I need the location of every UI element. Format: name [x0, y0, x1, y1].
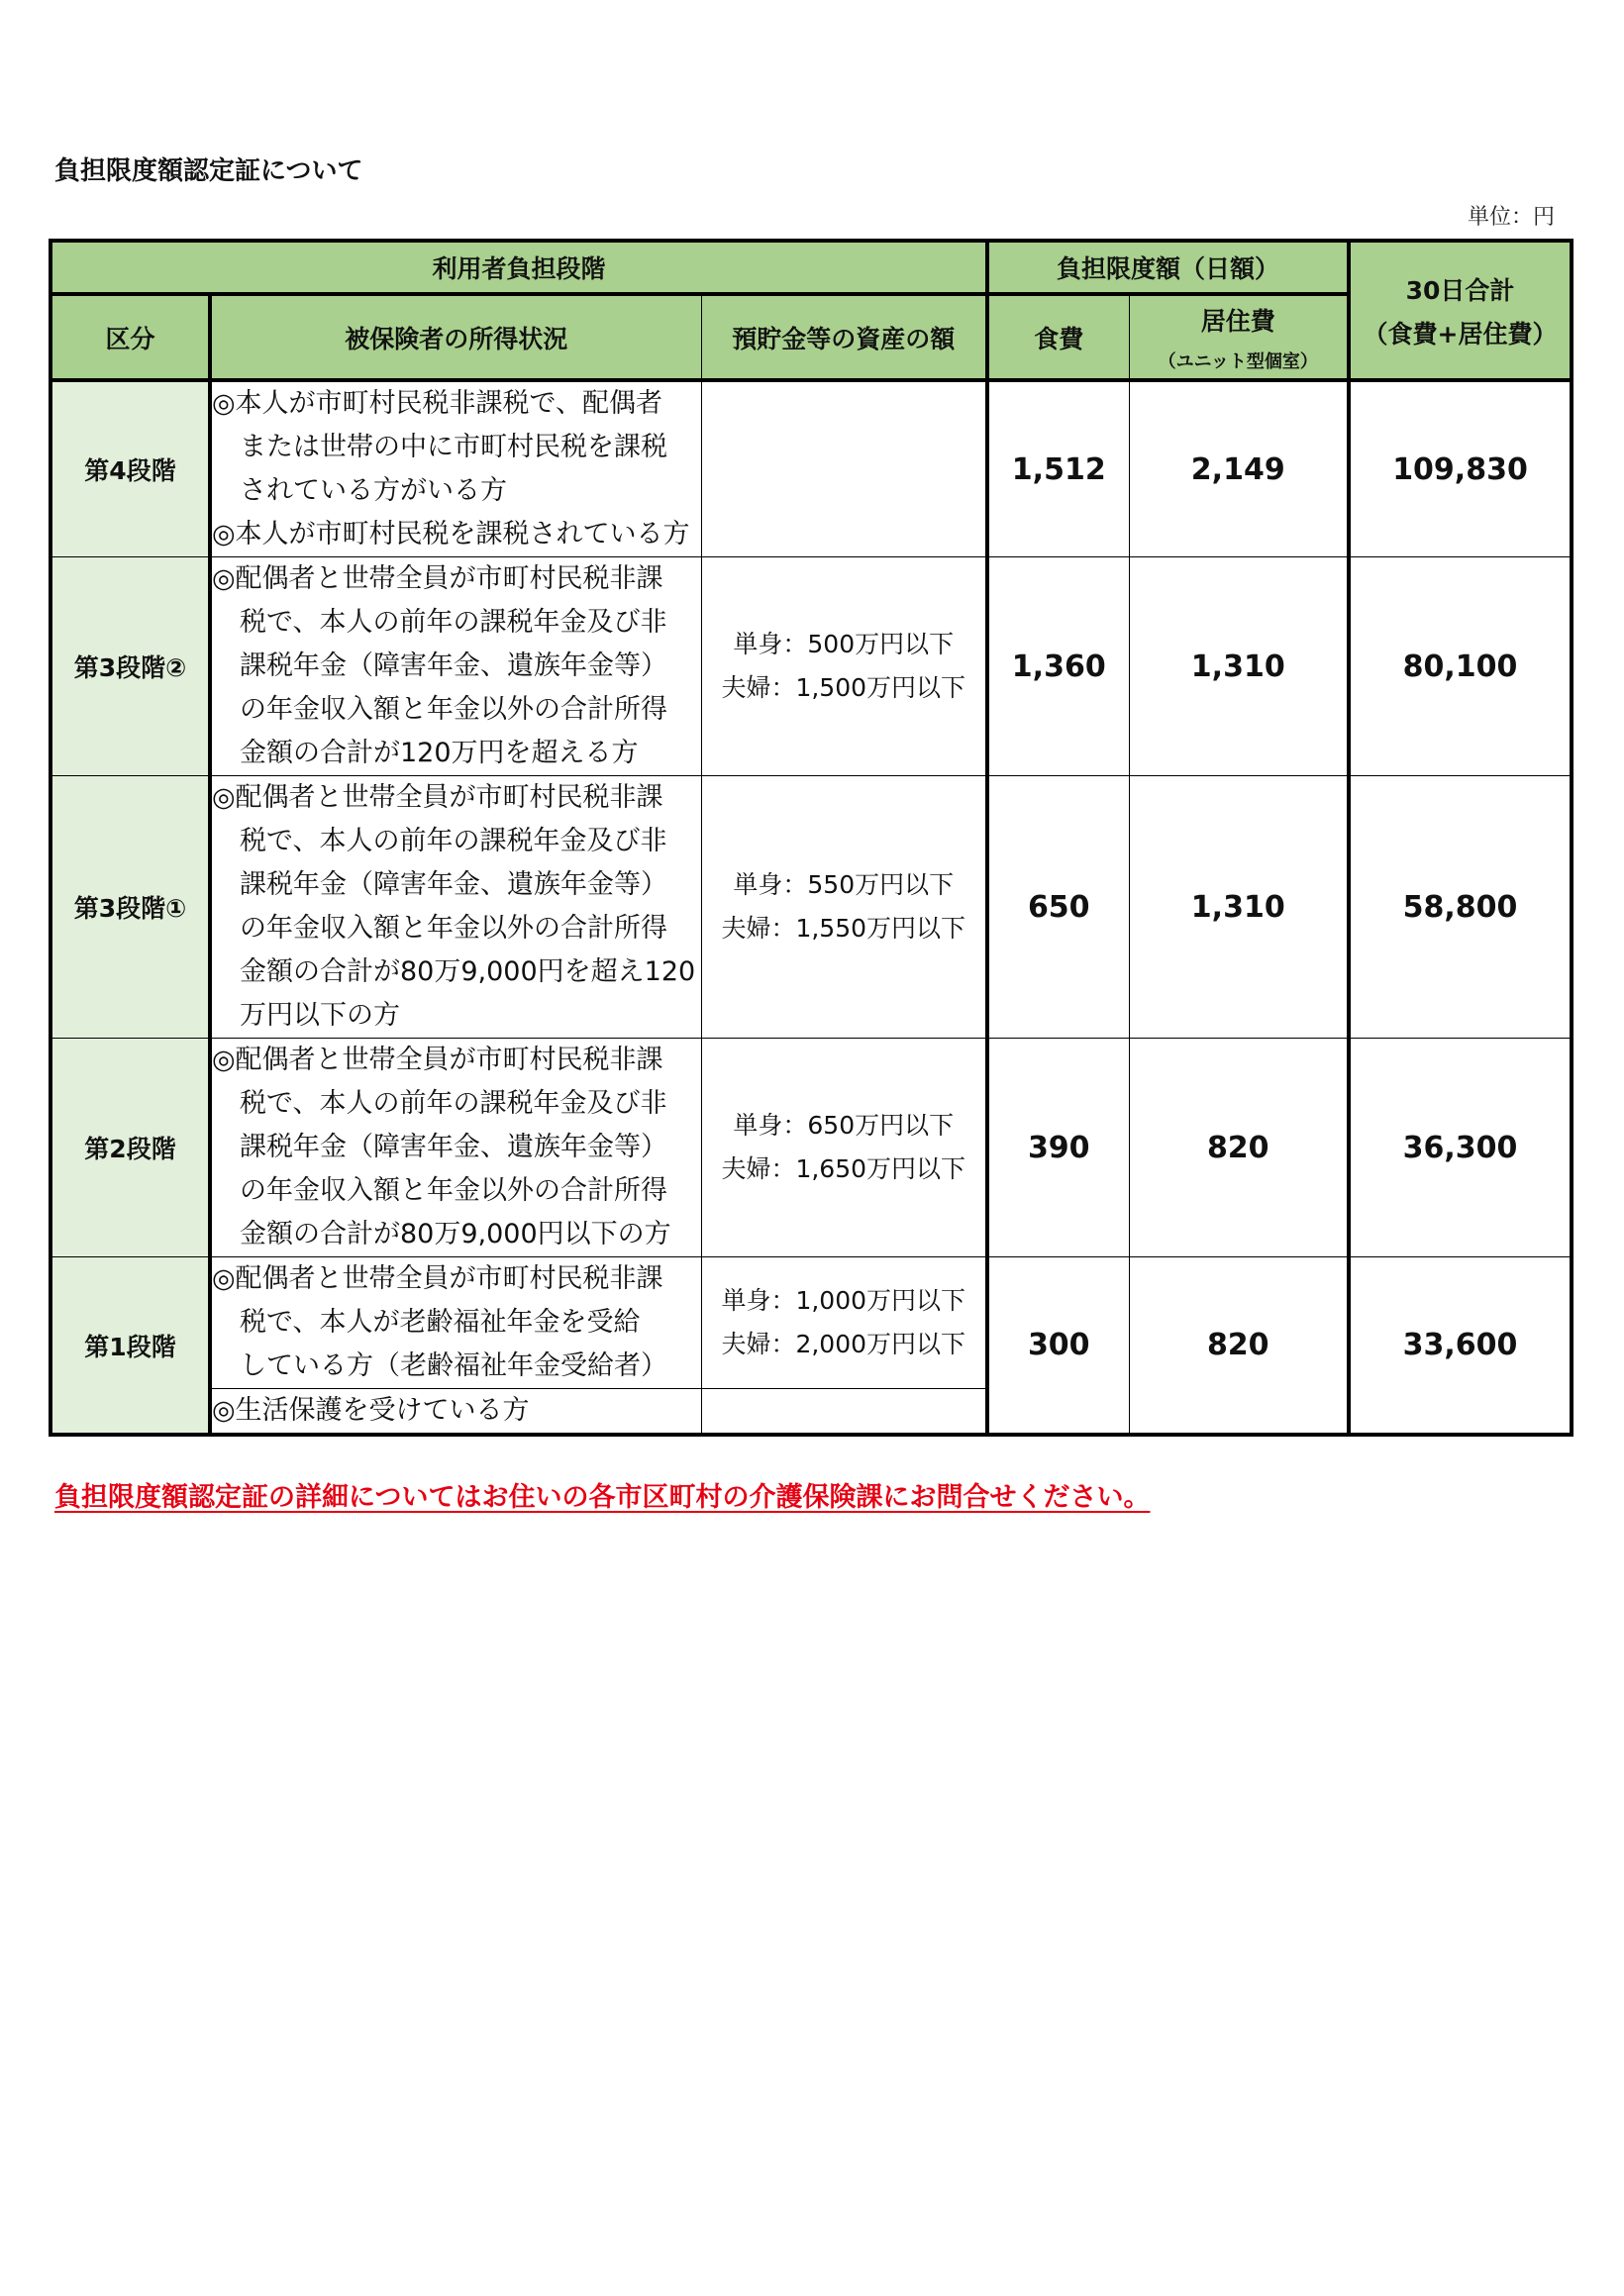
- assets-single: 単身：1,000万円以下: [721, 1286, 966, 1315]
- header-30day-total: [1349, 241, 1572, 380]
- food-cell: 1,512: [987, 380, 1129, 557]
- table-row: [51, 557, 1572, 776]
- food-cell: 300: [987, 1257, 1129, 1436]
- income-status-cell: [210, 776, 701, 1039]
- total-cell: 36,300: [1349, 1039, 1572, 1257]
- table-row: [51, 1257, 1572, 1389]
- total-cell: 109,830: [1349, 380, 1572, 557]
- header-housing-label: 居住費: [1200, 306, 1275, 336]
- assets-cell: [701, 1389, 987, 1436]
- income-line: ◎生活保護を受けている方: [212, 1395, 530, 1426]
- income-line: 金額の合計が120万円を超える方: [240, 738, 639, 768]
- stage-cell: 第1段階: [51, 1257, 210, 1436]
- assets-single: 単身：650万円以下: [733, 1111, 955, 1140]
- assets-couple: 夫婦：1,650万円以下: [721, 1154, 966, 1183]
- income-line: ◎配偶者と世帯全員が市町村民税非課: [212, 1045, 663, 1075]
- assets-cell: [701, 776, 987, 1039]
- total-cell: 58,800: [1349, 776, 1572, 1039]
- assets-cell: [701, 1039, 987, 1257]
- income-status-cell: [210, 1257, 701, 1389]
- total-cell: 33,600: [1349, 1257, 1572, 1436]
- header-user-stage: 利用者負担段階: [51, 241, 987, 294]
- stage-cell: 第2段階: [51, 1039, 210, 1257]
- income-line: の年金収入額と年金以外の合計所得: [240, 694, 667, 725]
- food-cell: 650: [987, 776, 1129, 1039]
- stage-cell: 第3段階①: [51, 776, 210, 1039]
- assets-cell: [701, 557, 987, 776]
- assets-couple: 夫婦：1,550万円以下: [721, 914, 966, 943]
- stage-cell: 第4段階: [51, 380, 210, 557]
- income-line: 課税年金（障害年金、遺族年金等）: [240, 650, 667, 681]
- income-line: ◎配偶者と世帯全員が市町村民税非課: [212, 563, 663, 594]
- assets-couple: 夫婦：2,000万円以下: [721, 1330, 966, 1358]
- header-food: 食費: [987, 294, 1129, 380]
- housing-cell: 1,310: [1129, 557, 1349, 776]
- header-income-status: 被保険者の所得状況: [210, 294, 701, 380]
- contact-note: 負担限度額認定証の詳細についてはお住いの各市区町村の介護保険課にお問合せください。: [54, 1482, 1151, 1513]
- income-line: ◎配偶者と世帯全員が市町村民税非課: [212, 1263, 663, 1294]
- income-line: 金額の合計が80万9,000円を超え120: [240, 956, 696, 987]
- total-cell: 80,100: [1349, 557, 1572, 776]
- income-line: 税で、本人の前年の課税年金及び非: [240, 1088, 667, 1119]
- page-title: 負担限度額認定証について: [54, 156, 363, 186]
- housing-cell: 820: [1129, 1039, 1349, 1257]
- income-line: の年金収入額と年金以外の合計所得: [240, 913, 667, 944]
- header-housing: [1129, 294, 1349, 380]
- income-line: している方（老齢福祉年金受給者）: [240, 1350, 667, 1381]
- housing-cell: 1,310: [1129, 776, 1349, 1039]
- income-line: 税で、本人が老齢福祉年金を受給: [240, 1307, 641, 1338]
- unit-label: 単位：円: [1468, 205, 1556, 230]
- header-housing-sub: （ユニット型個室）: [1158, 350, 1318, 372]
- header-limit-daily: 負担限度額（日額）: [987, 241, 1349, 294]
- header-30day-total-line2: （食費+居住費）: [1363, 319, 1558, 349]
- food-cell: 390: [987, 1039, 1129, 1257]
- income-line: ◎本人が市町村民税非課税で、配偶者: [212, 388, 663, 419]
- income-line: 万円以下の方: [240, 1000, 400, 1031]
- income-line: ◎配偶者と世帯全員が市町村民税非課: [212, 782, 663, 813]
- assets-single: 単身：500万円以下: [733, 630, 955, 658]
- assets-cell: [701, 380, 987, 557]
- assets-couple: 夫婦：1,500万円以下: [721, 673, 966, 702]
- income-line: 税で、本人の前年の課税年金及び非: [240, 607, 667, 638]
- income-line: 課税年金（障害年金、遺族年金等）: [240, 1132, 667, 1162]
- table-row: [51, 776, 1572, 1039]
- housing-cell: 2,149: [1129, 380, 1349, 557]
- assets-cell: [701, 1257, 987, 1389]
- header-30day-total-line1: 30日合計: [1405, 275, 1515, 305]
- burden-limit-table: [49, 239, 1573, 1437]
- income-line: の年金収入額と年金以外の合計所得: [240, 1175, 667, 1206]
- header-category: 区分: [51, 294, 210, 380]
- income-line: 税で、本人の前年の課税年金及び非: [240, 826, 667, 856]
- food-cell: 1,360: [987, 557, 1129, 776]
- income-status-cell: [210, 1039, 701, 1257]
- stage-cell: 第3段階②: [51, 557, 210, 776]
- income-line: 金額の合計が80万9,000円以下の方: [240, 1219, 671, 1249]
- income-line: ◎本人が市町村民税を課税されている方: [212, 519, 690, 549]
- income-line: されている方がいる方: [240, 475, 507, 506]
- income-line: 課税年金（障害年金、遺族年金等）: [240, 869, 667, 900]
- income-status-cell: [210, 380, 701, 557]
- table-row: [51, 1039, 1572, 1257]
- table-row: [51, 380, 1572, 557]
- income-status-cell: [210, 1389, 701, 1436]
- assets-single: 単身：550万円以下: [733, 870, 955, 899]
- housing-cell: 820: [1129, 1257, 1349, 1436]
- income-line: または世帯の中に市町村民税を課税: [240, 432, 667, 462]
- header-assets: 預貯金等の資産の額: [701, 294, 987, 380]
- income-status-cell: [210, 557, 701, 776]
